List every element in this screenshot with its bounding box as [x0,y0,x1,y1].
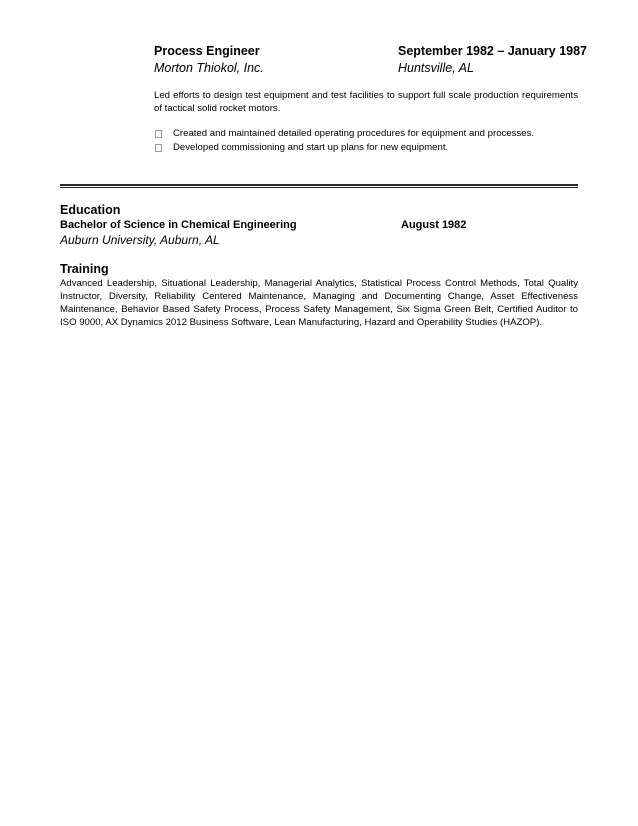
list-item [154,141,578,155]
section-divider [60,184,578,188]
job-company-row [154,61,578,78]
job-summary: Led efforts to design test equipment and test facilities to support full scale production requirements of tactical solid rocket motors. [154,90,578,114]
education-heading: Education [60,203,121,217]
graduation-date: August 1982 [401,219,467,231]
training-list: Advanced Leadership, Situational Leadership, Managerial Analytics, Statistical Process Control Methods, Total Quality Instructor, Diversity, Reliability Centered Maintenance, Managing and Documenting Change, Asset Effectiveness Maintenance, Behavior Based Safety Process, Process Safety Management, Six Sigma Green Belt, Certified Auditor to ISO 9000, AX Dynamics 2012 Business Software, Lean Manufacturing, Hazard and Operability Studies (HAZOP). [60,278,578,328]
list-item [154,127,578,141]
checkbox-bullet-icon [155,144,162,152]
degree-row [60,218,578,233]
bullet-text: Developed commissioning and start up plans for new equipment. [173,142,449,153]
job-title: Process Engineer [154,44,260,58]
education-section [60,202,578,248]
job-bullet-list [154,127,578,155]
degree-name: Bachelor of Science in Chemical Engineering [60,219,297,231]
training-section [60,261,578,329]
job-company: Morton Thiokol, Inc. [154,61,264,75]
job-header-row [154,44,588,61]
training-heading: Training [60,262,109,276]
job-dates: September 1982 – January 1987 [398,44,588,58]
job-entry [154,44,588,155]
checkbox-bullet-icon [155,130,162,138]
bullet-text: Created and maintained detailed operating procedures for equipment and processes. [173,128,535,139]
job-location: Huntsville, AL [398,61,474,75]
school-name: Auburn University, Auburn, AL [60,233,220,247]
